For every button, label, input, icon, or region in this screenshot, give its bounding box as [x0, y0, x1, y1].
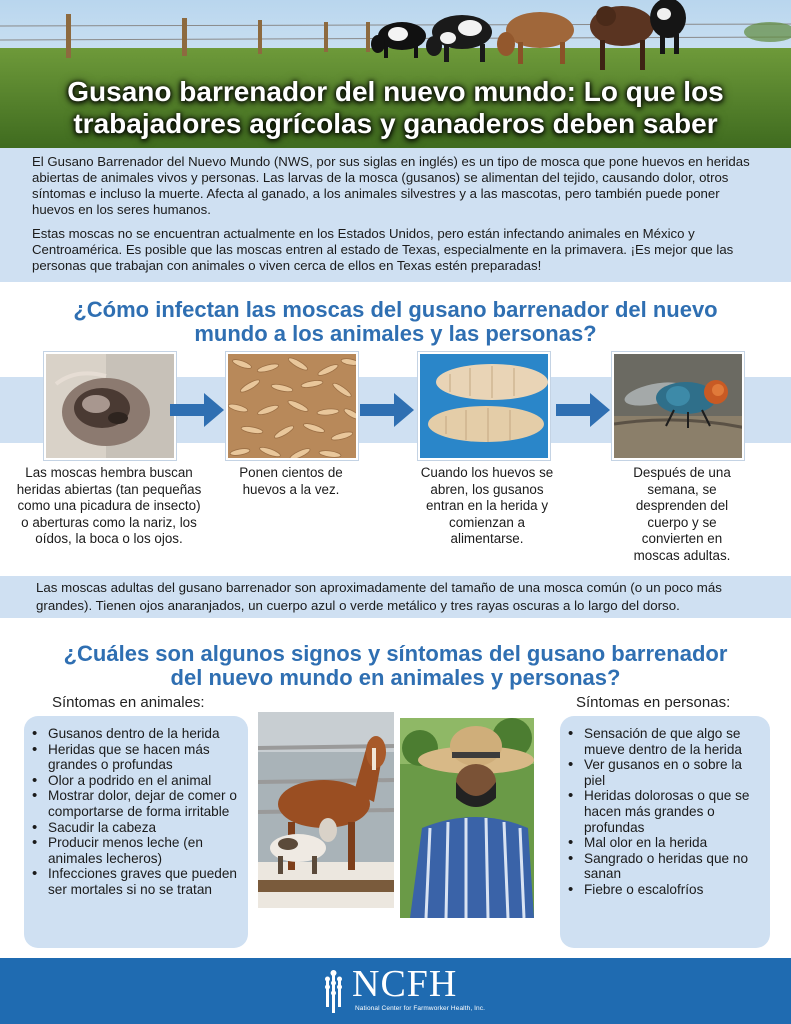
logo-subtitle: National Center for Farmworker Health, Inc. [355, 1005, 486, 1012]
list-item: • Ver gusanos en o sobre la piel [584, 757, 760, 788]
step-3-text: Cuando los huevos se abren, los gusanos entran en la herida y comienzan a alimentarse. [420, 465, 554, 546]
arrow-right-icon [556, 393, 610, 427]
arrow-right-icon [170, 393, 224, 427]
people-symptoms-panel [560, 716, 770, 948]
horse-goat-photo [258, 712, 394, 908]
list-item: • Sangrado o heridas que no sanan [584, 851, 760, 882]
intro-paragraph-2: Estas moscas no se encuentran actualmente en los Estados Unidos, pero están infectando animales en México y Centroamérica. Es posible que las moscas entren al estado de Texas, especialmente en la primavera. ¡Es mejor que las personas que trabajan con animales o viven cerca de ellos en Texas estén preparadas! [32, 226, 734, 273]
list-item: • Heridas dolorosas o que se hacen más grandes o profundas [584, 788, 760, 835]
people-heading: Síntomas en personas: [576, 694, 731, 711]
hero-banner [0, 0, 791, 148]
list-item: • Producir menos leche (en animales lecheros) [48, 835, 238, 866]
animals-heading: Síntomas en animales: [52, 694, 205, 711]
page-title [0, 76, 791, 140]
infection-title-line-1: ¿Cómo infectan las moscas del gusano barrenador del nuevo [73, 297, 718, 322]
list-item: • Sensación de que algo se mueve dentro de la herida [584, 726, 760, 757]
list-item: • Gusanos dentro de la herida [48, 726, 238, 742]
list-item: • Olor a podrido en el animal [48, 773, 238, 789]
logo-text: NCFH [352, 963, 458, 1005]
title-line-1: Gusano barrenador del nuevo mundo: Lo que los [67, 76, 724, 107]
title-line-2: trabajadores agrícolas y ganaderos deben saber [73, 108, 718, 139]
farmworker-photo [400, 718, 534, 918]
list-item: • Mostrar dolor, dejar de comer o comportarse de forma irritable [48, 788, 238, 819]
larvae-closeup-photo [418, 352, 550, 460]
animals-symptoms-panel [24, 716, 248, 948]
step-1-text: Las moscas hembra buscan heridas abiertas (tan pequeñas como una picadura de insecto) o aberturas como la nariz, los oídos, la boca o los ojos. [16, 465, 202, 546]
adult-fly-photo [612, 352, 744, 460]
symptoms-section-title [0, 642, 791, 690]
step-2-text: Ponen cientos de huevos a la vez. [239, 465, 343, 497]
intro-paragraph-1: El Gusano Barrenador del Nuevo Mundo (NWS, por sus siglas en inglés) es un tipo de mosca que pone huevos en heridas abiertas de animales vivos y personas. Las larvas de la mosca (gusanos) se alimentan del tejido, causando dolor, otros síntomas e incluso la muerte. Afecta al ganado, a los animales silvestres y a las mascotas, pero también puede poner huevos en los seres humanos. [32, 154, 750, 217]
arrow-right-icon [360, 393, 414, 427]
step-4-text: Después de una semana, se desprenden del cuerpo y se convierten en moscas adultas. [633, 465, 731, 563]
infection-section-title [0, 298, 791, 346]
intro-band [0, 148, 791, 282]
infection-title-line-2: mundo a los animales y las personas? [194, 321, 597, 346]
list-item: • Sacudir la cabeza [48, 820, 238, 836]
list-item: • Fiebre o escalofríos [584, 882, 760, 898]
fly-description-band [0, 576, 791, 618]
symptoms-title-line-1: ¿Cuáles son algunos signos y síntomas del gusano barrenador [63, 641, 728, 666]
symptoms-title-line-2: del nuevo mundo en animales y personas? [170, 665, 621, 690]
list-item: • Infecciones graves que pueden ser mortales si no se tratan [48, 866, 238, 897]
list-item: • Heridas que se hacen más grandes o profundas [48, 742, 238, 773]
wound-photo [44, 352, 176, 460]
fly-description: Las moscas adultas del gusano barrenador son aproximadamente del tamaño de una mosca común (o un poco más grandes). Tienen ojos anaranjados, un cuerpo azul o verde metálico y tres rayas oscuras a lo largo del dorso. [36, 580, 722, 613]
larvae-photo [226, 352, 358, 460]
list-item: • Mal olor en la herida [584, 835, 760, 851]
